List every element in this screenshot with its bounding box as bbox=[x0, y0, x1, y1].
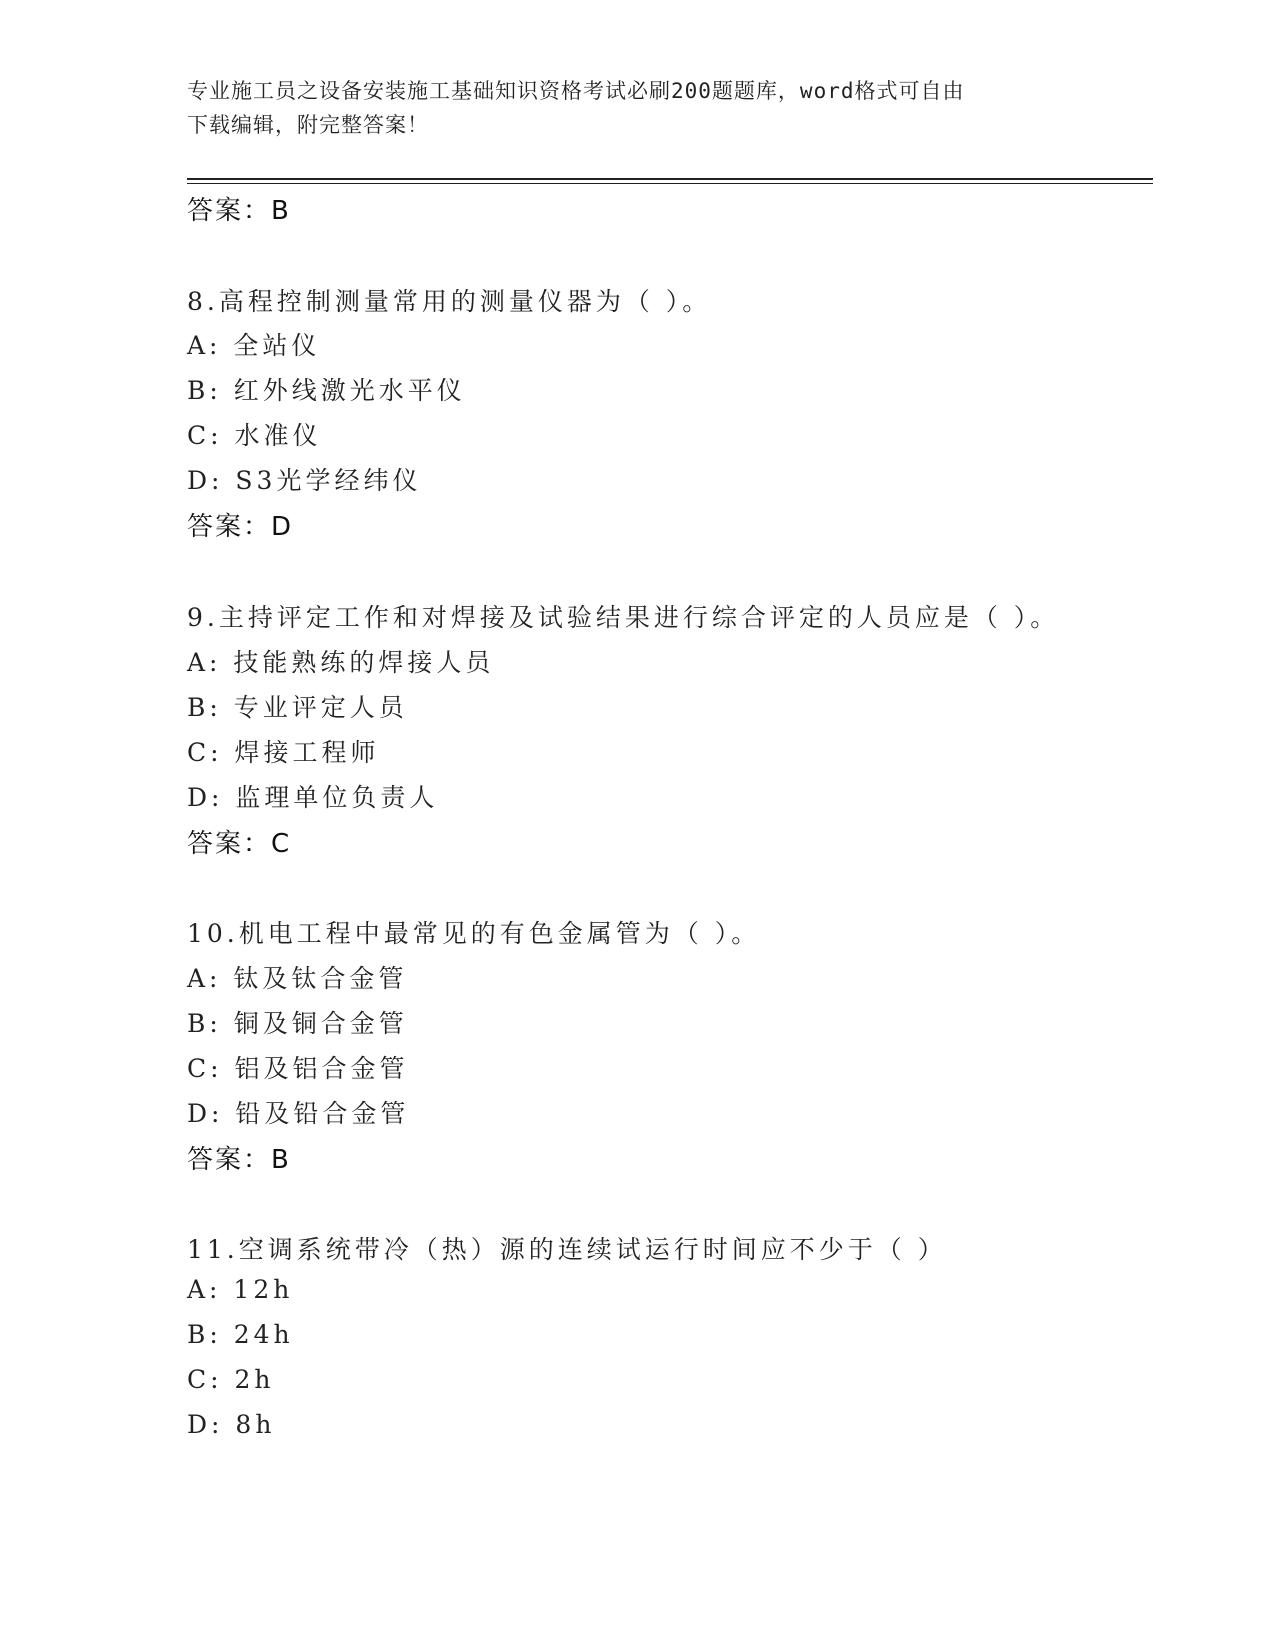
question-11-option-d: D: 8h bbox=[187, 1410, 276, 1439]
question-10-option-c: C: 铝及铝合金管 bbox=[187, 1054, 409, 1083]
question-9-option-a: A: 技能熟练的焊接人员 bbox=[187, 648, 495, 677]
question-9-stem: 9.主持评定工作和对焊接及试验结果进行综合评定的人员应是（ ）。 bbox=[187, 603, 1060, 632]
question-10-stem: 10.机电工程中最常见的有色金属管为（ ）。 bbox=[187, 919, 761, 948]
question-8-option-b: B: 红外线激光水平仪 bbox=[187, 376, 466, 405]
question-9-option-c: C: 焊接工程师 bbox=[187, 738, 380, 767]
question-8-option-c: C: 水准仪 bbox=[187, 421, 322, 450]
question-10-option-b: B: 铜及铜合金管 bbox=[187, 1009, 408, 1038]
document-header bbox=[187, 74, 1067, 142]
question-10-option-a: A: 钛及钛合金管 bbox=[187, 964, 408, 993]
header-line-2: 下载编辑，附完整答案！ bbox=[187, 113, 429, 137]
question-8-answer: 答案：D bbox=[187, 512, 294, 542]
question-11-option-a: A: 12h bbox=[187, 1275, 294, 1304]
question-11-option-c: C: 2h bbox=[187, 1365, 275, 1394]
previous-answer: 答案：B bbox=[187, 196, 291, 226]
header-rule-thin bbox=[187, 183, 1153, 184]
question-10-answer: 答案：B bbox=[187, 1145, 291, 1175]
question-8-option-a: A: 全站仪 bbox=[187, 331, 321, 360]
question-11-option-b: B: 24h bbox=[187, 1320, 294, 1349]
question-10-option-d: D: 铅及铅合金管 bbox=[187, 1099, 410, 1128]
question-11-stem: 11.空调系统带冷（热）源的连续试运行时间应不少于（ ） bbox=[187, 1235, 947, 1264]
question-9-option-b: B: 专业评定人员 bbox=[187, 693, 408, 722]
header-line-1: 专业施工员之设备安装施工基础知识资格考试必刷200题题库，word格式可自由 bbox=[187, 79, 965, 103]
question-8-option-d: D: S3光学经纬仪 bbox=[187, 466, 422, 495]
question-8-stem: 8.高程控制测量常用的测量仪器为（ ）。 bbox=[187, 287, 712, 316]
question-9-option-d: D: 监理单位负责人 bbox=[187, 783, 439, 812]
header-rule-thick bbox=[187, 178, 1153, 180]
question-9-answer: 答案：C bbox=[187, 829, 292, 859]
